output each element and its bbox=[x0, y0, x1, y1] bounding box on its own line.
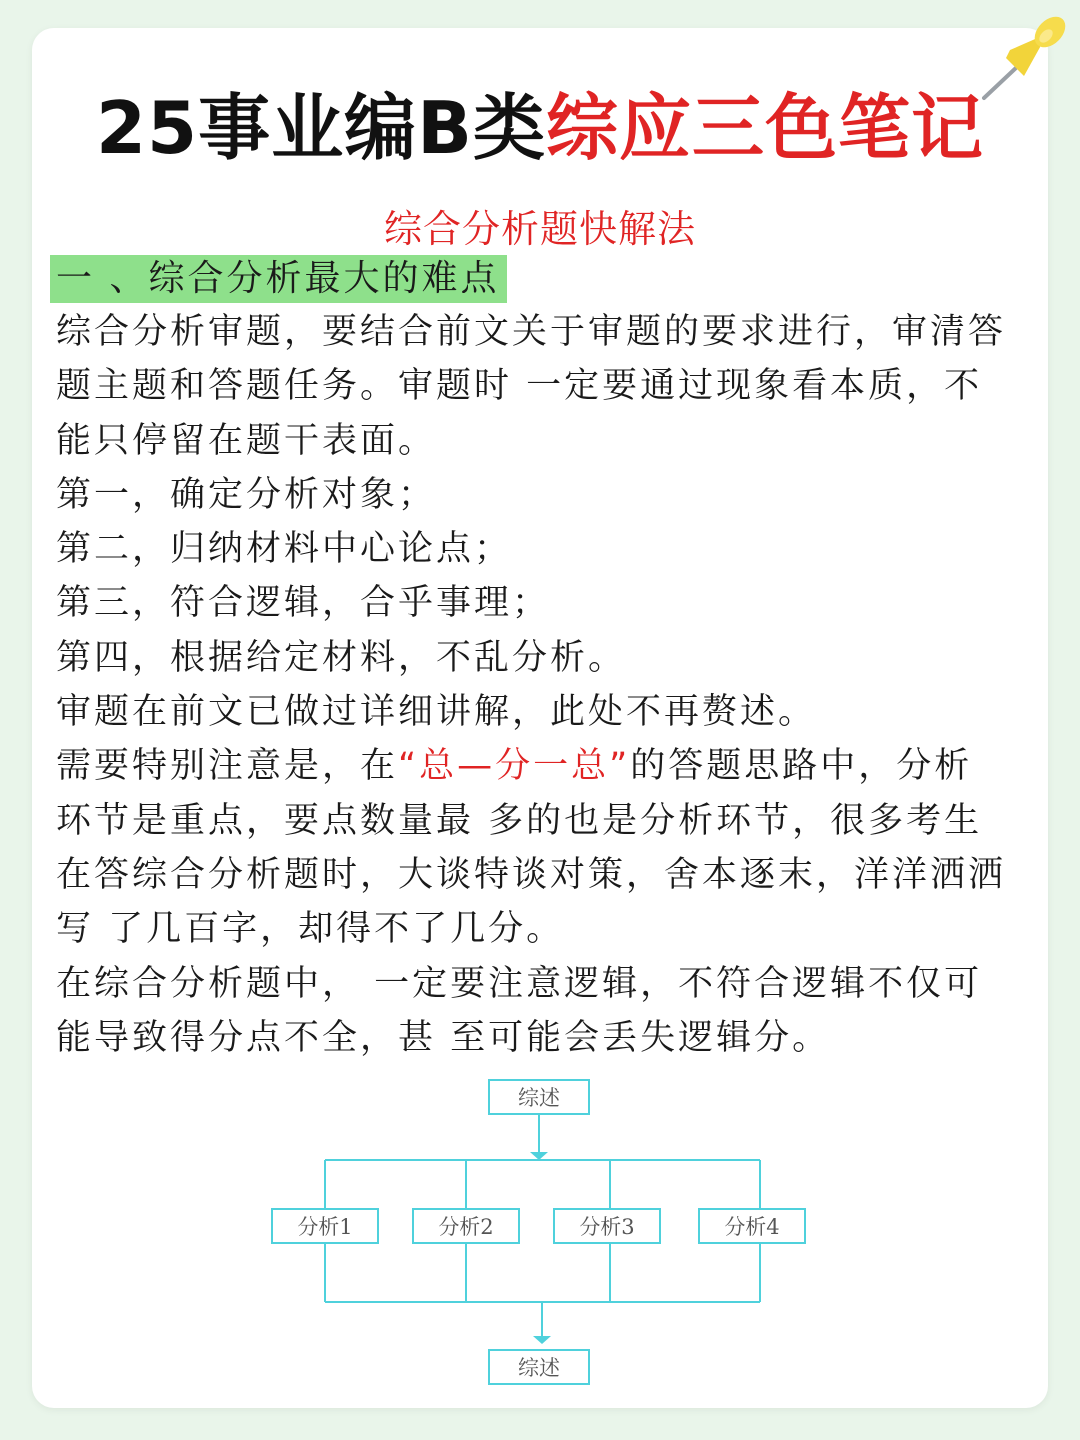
diagram-bottom-label: 综述 bbox=[518, 1356, 560, 1380]
step-line: 第四，根据给定材料，不乱分析。 bbox=[56, 637, 627, 678]
step-line: 第一，确定分析对象； bbox=[56, 474, 437, 515]
body-line: 审题在前文已做过详细讲解，此处不再赘述。 bbox=[56, 692, 817, 733]
diagram-branch-label: 分析1 bbox=[297, 1215, 353, 1239]
section-heading: 一 、综合分析最大的难点 bbox=[50, 255, 507, 303]
step-line: 第三，符合逻辑，合乎事理； bbox=[56, 583, 551, 624]
body-text bbox=[56, 305, 1028, 1065]
page-title bbox=[0, 70, 1080, 174]
body-line: 题主题和答题任务。审题时 一定要通过现象看本质，不 bbox=[56, 366, 983, 407]
text-run: 的答题思路中，分析 bbox=[630, 746, 973, 787]
body-line: 综合分析审题，要结合前文关于审题的要求进行，审清答 bbox=[56, 312, 1007, 352]
page-subtitle: 综合分析题快解法 bbox=[383, 207, 696, 251]
title-prefix: 25事业编B类 bbox=[95, 86, 547, 170]
body-line: 在综合分析题中， 一定要注意逻辑，不符合逻辑不仅可 bbox=[56, 963, 983, 1004]
diagram-branch-label: 分析4 bbox=[724, 1215, 780, 1239]
highlighted-phrase: “总—分一总” bbox=[398, 746, 631, 787]
diagram-arrow bbox=[530, 1152, 548, 1160]
structure-diagram bbox=[260, 1072, 820, 1392]
step-line: 第二，归纳材料中心论点； bbox=[56, 529, 513, 570]
text-run: 需要特别注意是，在 bbox=[56, 746, 399, 787]
body-line: 写 了几百字，却得不了几分。 bbox=[56, 909, 565, 950]
body-line: 环节是重点，要点数量最 多的也是分析环节，很多考生 bbox=[56, 800, 983, 841]
body-line: 能导致得分点不全，甚 至可能会丢失逻辑分。 bbox=[56, 1017, 831, 1058]
diagram-branch-label: 分析3 bbox=[579, 1215, 635, 1239]
title-emphasis: 综应三色笔记 bbox=[546, 86, 985, 170]
diagram-branch-label: 分析2 bbox=[438, 1215, 494, 1239]
body-line: 能只停留在题干表面。 bbox=[56, 420, 437, 461]
diagram-arrow bbox=[533, 1336, 551, 1344]
body-line bbox=[56, 739, 1028, 793]
diagram-top-label: 综述 bbox=[518, 1086, 560, 1110]
body-line: 在答综合分析题时，大谈特谈对策，舍本逐末，洋洋洒洒 bbox=[56, 854, 1007, 895]
